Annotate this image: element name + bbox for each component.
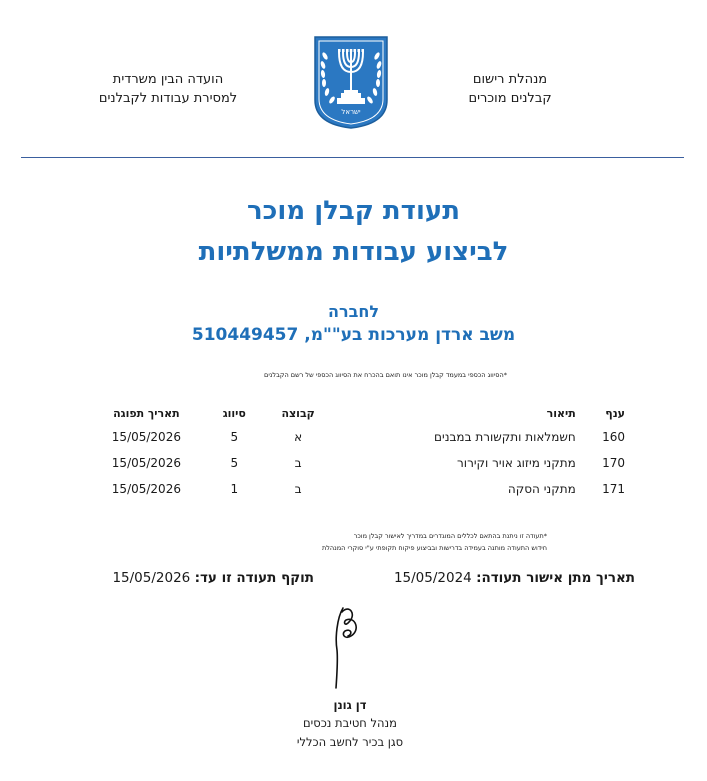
- committee-line-1: הועדה הבין משרדית: [112, 72, 224, 87]
- cell-expiry: 15/05/2026: [111, 482, 181, 496]
- col-group: קבוצה: [281, 406, 315, 420]
- cell-group: א: [294, 430, 303, 444]
- issue-date-value: 15/05/2024: [393, 570, 472, 586]
- cell-branch: 160: [602, 430, 625, 444]
- cell-group: ב: [294, 456, 302, 470]
- committee-line-2: למסירת עבודות לקבלנים: [98, 91, 238, 106]
- col-expiry: תאריך תפוגה: [113, 406, 180, 420]
- cell-group: ב: [294, 482, 302, 496]
- table-header-row: [82, 402, 625, 424]
- col-branch: ענף: [605, 406, 625, 420]
- issue-date-label: תאריך מתן אישור תעודה:: [476, 570, 635, 586]
- issuer-block: [450, 70, 570, 108]
- state-emblem-icon: [312, 34, 390, 130]
- cell-rank: 1: [230, 482, 239, 496]
- valid-until-date: [112, 570, 314, 586]
- emblem-label: ישראל: [341, 108, 361, 116]
- cell-description: מתקני הסקה: [507, 482, 576, 496]
- cell-description: מתקני מיזוג אויר וקירור: [457, 456, 576, 470]
- company-name: משב ארדן מערכות בע""מ, 510449457: [191, 325, 516, 345]
- classification-note: *הסיווג הכספי במעמד קבלן מוכר אינו תואם בהכרח את הסיווג הכספי של רשם הקבלנים: [264, 371, 507, 379]
- company-label: לחברה: [327, 302, 380, 321]
- renewal-note-line-2: חידוש התעודה מותנה בעמידה בדרישות ובביצוע פיקוח תקופתי ע"י סוקרי המנהלת: [321, 544, 547, 552]
- table-row: [82, 476, 625, 502]
- valid-until-label: תוקף תעודה זו עד:: [194, 570, 314, 586]
- certificate-title: תעודת קבלן מוכר: [247, 196, 460, 226]
- cell-expiry: 15/05/2026: [111, 456, 181, 470]
- issue-date: [394, 570, 635, 586]
- signature-image: [315, 600, 375, 695]
- table-row: [82, 424, 625, 450]
- renewal-note-line-1: *תעודה זו ניתנת בהתאם לכללים המוגדרים במדריך לאישור קבלן מוכר: [353, 532, 547, 540]
- valid-until-value: 15/05/2026: [112, 570, 191, 586]
- signer-name: דן גונן: [333, 698, 367, 712]
- col-description: תיאור: [546, 406, 576, 420]
- cell-description: חשמלאות ותקשורת במבנים: [434, 430, 576, 444]
- cell-rank: 5: [230, 456, 239, 470]
- renewal-note: [322, 530, 547, 554]
- issuer-line-1: מנהלת רישום: [472, 72, 548, 87]
- branches-table: [82, 402, 625, 502]
- table-row: [82, 450, 625, 476]
- issuer-line-2: קבלנים מוכרים: [468, 91, 552, 106]
- cell-branch: 170: [602, 456, 625, 470]
- cell-expiry: 15/05/2026: [111, 430, 181, 444]
- cell-branch: 171: [602, 482, 625, 496]
- committee-block: [88, 70, 248, 108]
- col-rank: סיווג: [222, 406, 246, 420]
- certificate-subtitle: לביצוע עבודות ממשלתיות: [198, 237, 509, 267]
- cell-rank: 5: [230, 430, 239, 444]
- header-divider: [21, 157, 684, 158]
- signer-role: מנהל חטיבת נכסים: [303, 716, 397, 730]
- signer-title: סגן בכיר לחשב הכללי: [296, 735, 404, 749]
